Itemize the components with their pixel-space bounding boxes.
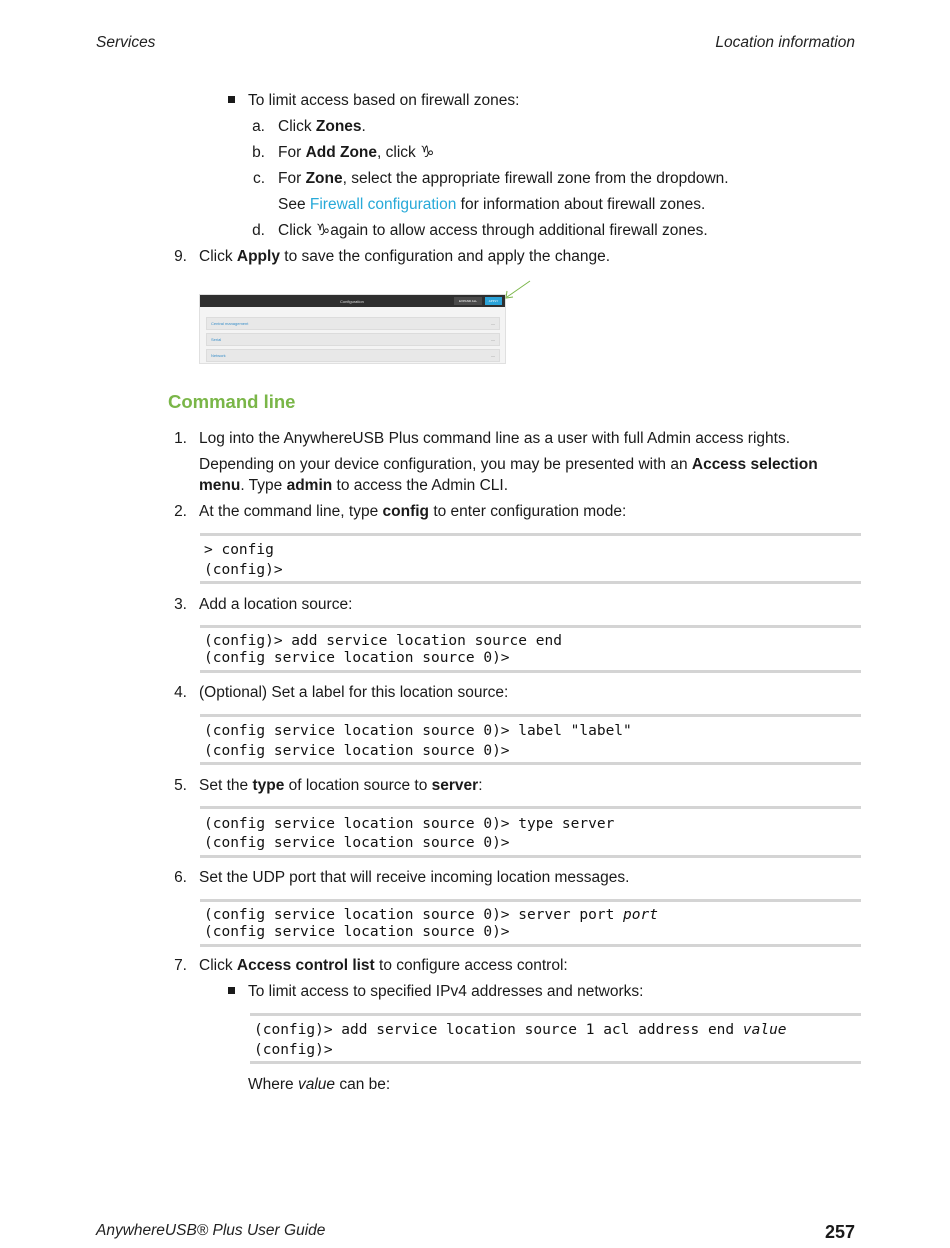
- code-line: (config)>: [204, 562, 283, 578]
- callout-arrow-icon: [500, 278, 534, 302]
- item-b: For Add Zone, click ♑: [278, 144, 435, 161]
- code-line: (config service location source 0)>: [204, 835, 510, 851]
- step-1-number: 1.: [174, 430, 187, 447]
- code-line: (config)>: [254, 1042, 333, 1058]
- screenshot-title-bar: [200, 295, 505, 307]
- code-block-type: [200, 806, 861, 858]
- item-marker-c: c.: [252, 170, 265, 187]
- step-3-number: 3.: [174, 596, 187, 613]
- step-9-number: 9.: [174, 248, 187, 265]
- code-line: (config service location source 0)>: [204, 650, 510, 666]
- firewall-configuration-link[interactable]: Firewall configuration: [309, 196, 457, 213]
- code-block-port: [200, 899, 861, 947]
- step-1-note: Depending on your device configuration, you may be presented with an Access selection: [199, 456, 818, 473]
- running-header-topic: Location information: [715, 34, 855, 51]
- step-1-text: Log into the AnywhereUSB Plus command line as a user with full Admin access rights.: [199, 430, 791, 447]
- add-icon: ♑: [315, 222, 331, 239]
- step-2-text: At the command line, type config to enter configuration mode:: [199, 503, 627, 520]
- expand-all-button: EXPAND ALL: [454, 297, 482, 305]
- item-c: For Zone, select the appropriate firewall zone from the dropdown.: [278, 170, 729, 187]
- footer-guide-title: AnywhereUSB® Plus User Guide: [96, 1222, 326, 1239]
- step-7-text: Click Access control list to configure access control:: [199, 957, 568, 974]
- bullet-square: [228, 96, 235, 103]
- screenshot-row: Serial —: [206, 333, 500, 346]
- code-line: > config: [204, 542, 274, 558]
- code-block-label: [200, 714, 861, 765]
- screenshot-row: Central management —: [206, 317, 500, 330]
- apply-button: APPLY: [485, 297, 502, 305]
- step-6-number: 6.: [174, 869, 187, 886]
- item-d: Click ♑again to allow access through additional firewall zones.: [278, 222, 708, 239]
- step-5-text: Set the type of location source to server:: [199, 777, 483, 794]
- code-line: (config service location source 0)> type server: [204, 816, 615, 832]
- step-6-text: Set the UDP port that will receive incoming location messages.: [199, 869, 630, 886]
- code-line: (config service location source 0)> server port port: [204, 907, 658, 923]
- step-7-number: 7.: [174, 957, 187, 974]
- code-block-add-source: [200, 625, 861, 673]
- page-number: 257: [824, 1222, 855, 1242]
- bullet-ipv4: To limit access to specified IPv4 addresses and networks:: [248, 983, 644, 1000]
- section-title: Command line: [168, 391, 296, 412]
- step-5-number: 5.: [174, 777, 187, 794]
- code-block-config: [200, 533, 861, 584]
- add-icon: ♑: [420, 144, 435, 161]
- step-2-number: 2.: [174, 503, 187, 520]
- code-line: (config service location source 0)>: [204, 924, 510, 940]
- item-c-see: See Firewall configuration for information about firewall zones.: [278, 196, 706, 213]
- screenshot-title: Configuration: [340, 299, 364, 304]
- item-marker-a: a.: [252, 118, 265, 135]
- bullet-square: [228, 987, 235, 994]
- step-3-text: Add a location source:: [199, 596, 353, 613]
- item-marker-d: d.: [252, 222, 265, 239]
- code-line: (config service location source 0)>: [204, 743, 510, 759]
- code-line: (config)> add service location source end: [204, 633, 562, 649]
- running-header-section: Services: [96, 34, 156, 51]
- item-a: Click Zones.: [278, 118, 366, 135]
- step-4-text: (Optional) Set a label for this location source:: [199, 684, 509, 701]
- step-4-number: 4.: [174, 684, 187, 701]
- step-1-note-cont: menu. Type admin to access the Admin CLI.: [199, 477, 509, 494]
- item-marker-b: b.: [252, 144, 265, 161]
- where-value-text: Where value can be:: [248, 1076, 391, 1093]
- code-line: (config service location source 0)> label "label": [204, 723, 632, 739]
- step-9-text: Click Apply to save the configuration and apply the change.: [199, 248, 610, 265]
- configuration-screenshot: [199, 294, 506, 364]
- screenshot-row: Network —: [206, 349, 500, 362]
- code-line: (config)> add service location source 1 acl address end value: [254, 1022, 787, 1038]
- bullet-firewall-zones: To limit access based on firewall zones:: [248, 92, 520, 109]
- code-block-acl: [250, 1013, 861, 1064]
